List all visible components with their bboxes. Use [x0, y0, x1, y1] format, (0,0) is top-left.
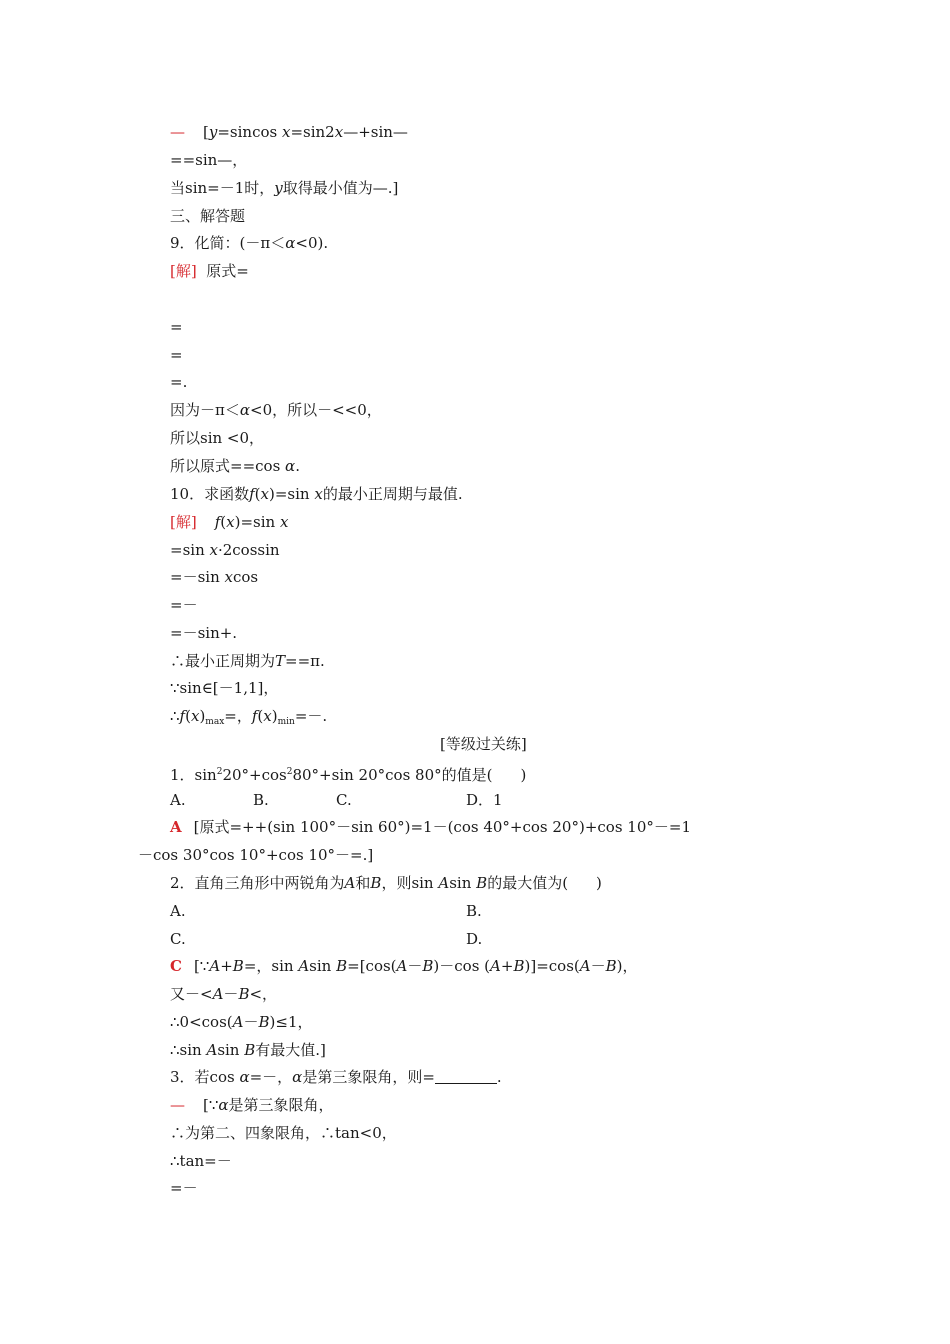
text: <，	[249, 985, 278, 1003]
text: +	[500, 957, 514, 975]
var: x	[314, 485, 323, 503]
l20: ∵sin∈[－1,1]，	[170, 679, 279, 697]
var: x	[263, 707, 272, 725]
var: B	[513, 957, 525, 975]
answer-mark: C	[170, 957, 182, 975]
var: f	[251, 707, 258, 725]
l18: =－sin+.	[170, 624, 238, 642]
text: =[cos(	[347, 957, 397, 975]
text: )	[596, 874, 602, 892]
l28-a: A.	[170, 902, 186, 920]
text: —+sin—	[343, 123, 408, 141]
var: α	[239, 401, 250, 419]
l28-b: B.	[466, 902, 482, 920]
text: －	[407, 957, 423, 975]
text: [∵	[193, 957, 210, 975]
l36: ∴为第二、四象限角，∴tan<0，	[170, 1124, 397, 1142]
text: =－.	[294, 707, 328, 725]
text: cos	[232, 568, 259, 586]
var: x	[334, 123, 344, 141]
text: =－sin	[170, 568, 225, 586]
var: B	[244, 1041, 256, 1059]
var: y	[208, 123, 218, 141]
l23	[170, 762, 526, 785]
l8: =	[170, 346, 183, 364]
text: +	[220, 957, 233, 975]
text: 3．若cos	[170, 1068, 240, 1086]
l32	[170, 1012, 313, 1032]
l11: 所以sin <0，	[170, 429, 265, 447]
var: α	[285, 457, 296, 475]
text: )	[520, 766, 527, 784]
var: A	[209, 957, 221, 975]
var: B	[232, 957, 244, 975]
var: A	[490, 957, 501, 975]
text: ∴0<cos(	[170, 1013, 233, 1031]
text: 取得最小值为—.]	[282, 179, 399, 197]
text: )=sin	[268, 485, 315, 503]
text: <0).	[295, 234, 329, 252]
text: =sin2	[290, 123, 335, 141]
text: 所以原式==cos	[170, 457, 286, 475]
text: ==π.	[285, 652, 325, 670]
var: x	[226, 513, 235, 531]
answer-mark: A	[170, 818, 182, 836]
l27	[170, 873, 602, 893]
var: A	[396, 957, 408, 975]
var: A	[438, 874, 450, 892]
l5	[170, 233, 328, 253]
text: 是第三象限角，	[228, 1096, 334, 1114]
practice-heading: [等级过关练]	[440, 735, 527, 753]
l29-c: C.	[170, 930, 186, 948]
text: )]=cos(	[524, 957, 580, 975]
l13	[170, 484, 463, 504]
var: B	[605, 957, 617, 975]
var: A	[579, 957, 591, 975]
var: B	[336, 957, 348, 975]
answer-blank	[435, 1069, 497, 1084]
text: 原式=	[196, 262, 249, 280]
text: 和	[355, 874, 371, 892]
text: sin	[309, 957, 337, 975]
l9: =.	[170, 373, 188, 391]
var: T	[275, 652, 286, 670]
text: [原式=++(sin 100°－sin 60°)=1－(cos 40°+cos 20°)+cos 10°－=1	[193, 818, 691, 836]
text: )	[199, 707, 206, 725]
text: 80°+sin 20°cos 80°的值是(	[292, 766, 493, 784]
text: <0，所以－<<0，	[250, 401, 382, 419]
answer-mark: —	[170, 1096, 185, 1114]
text: ，则sin	[381, 874, 439, 892]
l1	[170, 122, 408, 142]
text: .	[496, 1068, 502, 1086]
l30	[170, 956, 638, 976]
text: 20°+cos	[222, 766, 287, 784]
solution-tag: [解]	[170, 262, 197, 280]
text: )，	[616, 957, 638, 975]
text: ·2cossin	[217, 541, 280, 559]
text: 有最大值.]	[255, 1041, 326, 1059]
l35	[170, 1095, 334, 1115]
l29-d: D.	[466, 930, 483, 948]
l19	[170, 651, 325, 671]
text: (	[185, 707, 191, 725]
text: －	[243, 1013, 259, 1031]
var: f	[214, 513, 221, 531]
text: 的最大值为(	[487, 874, 569, 892]
var: α	[292, 1068, 303, 1086]
var: x	[260, 485, 269, 503]
subscript: max	[205, 717, 225, 727]
l14	[170, 512, 288, 532]
var: x	[279, 513, 289, 531]
l3	[170, 178, 398, 198]
text: =，sin	[243, 957, 299, 975]
text: ∴	[170, 707, 180, 725]
var: B	[422, 957, 434, 975]
var: x	[209, 541, 218, 559]
l6	[170, 261, 249, 281]
text: .	[295, 457, 300, 475]
text: －	[590, 957, 606, 975]
text: [∵	[203, 1096, 219, 1114]
text: (	[220, 513, 227, 531]
l24-b: B.	[253, 791, 269, 809]
var: α	[218, 1096, 229, 1114]
text: )=sin	[234, 513, 280, 531]
var: A	[232, 1013, 244, 1031]
text: 的最小正周期与最值.	[322, 485, 463, 503]
text: 1．sin	[170, 766, 217, 784]
var: α	[239, 1068, 250, 1086]
var: A	[298, 957, 310, 975]
text: 又－<	[170, 985, 213, 1003]
l31	[170, 984, 277, 1004]
var: f	[249, 485, 255, 503]
text: )≤1，	[269, 1013, 313, 1031]
text: sin	[217, 1041, 245, 1059]
var: α	[285, 234, 296, 252]
l15	[170, 540, 280, 560]
var: x	[190, 707, 200, 725]
var: B	[238, 985, 250, 1003]
text: )－cos (	[433, 957, 491, 975]
l24-a: A.	[170, 791, 186, 809]
text: =sincos	[217, 123, 282, 141]
var: f	[179, 707, 186, 725]
solution-tag: [解]	[170, 513, 197, 531]
text: －	[223, 985, 239, 1003]
l12	[170, 456, 300, 476]
l26: －cos 30°cos 10°+cos 10°－=.]	[138, 846, 374, 864]
subscript: min	[277, 717, 295, 727]
l2: ==sin—，	[170, 151, 248, 169]
var: y	[274, 179, 283, 197]
answer-mark: —	[170, 123, 185, 141]
text: 因为－π＜	[170, 401, 240, 419]
text: (	[254, 485, 261, 503]
text: ∴sin	[170, 1041, 207, 1059]
l34	[170, 1067, 502, 1087]
var: B	[476, 874, 488, 892]
text: sin	[449, 874, 477, 892]
text: )	[271, 707, 278, 725]
var: B	[258, 1013, 270, 1031]
text: 10．求函数	[170, 485, 250, 503]
var: A	[212, 985, 224, 1003]
l7: =	[170, 318, 183, 336]
l33	[170, 1040, 326, 1060]
text: [	[203, 123, 209, 141]
text: =，	[224, 707, 252, 725]
l17: =－	[170, 596, 198, 614]
l25	[170, 817, 691, 837]
l21	[170, 706, 327, 732]
l37: ∴tan=－	[170, 1152, 232, 1170]
l38: =－	[170, 1179, 198, 1197]
var: x	[281, 123, 291, 141]
section-heading: 三、解答题	[170, 207, 246, 225]
var: x	[224, 568, 233, 586]
l24-c: C.	[336, 791, 352, 809]
text: 2．直角三角形中两锐角为	[170, 874, 345, 892]
l24-d: D．1	[466, 791, 503, 809]
text: 9．化简：(－π＜	[170, 234, 286, 252]
l10	[170, 400, 382, 420]
text: 当sin=－1时，	[170, 179, 275, 197]
text: =sin	[170, 541, 210, 559]
text: 是第三象限角，则=	[302, 1068, 435, 1086]
var: B	[370, 874, 382, 892]
var: A	[206, 1041, 218, 1059]
superscript: 2	[216, 767, 223, 777]
var: A	[344, 874, 356, 892]
text: =－，	[249, 1068, 293, 1086]
text: ∴最小正周期为	[170, 652, 276, 670]
text: (	[257, 707, 264, 725]
superscript: 2	[286, 767, 293, 777]
l16	[170, 567, 258, 587]
